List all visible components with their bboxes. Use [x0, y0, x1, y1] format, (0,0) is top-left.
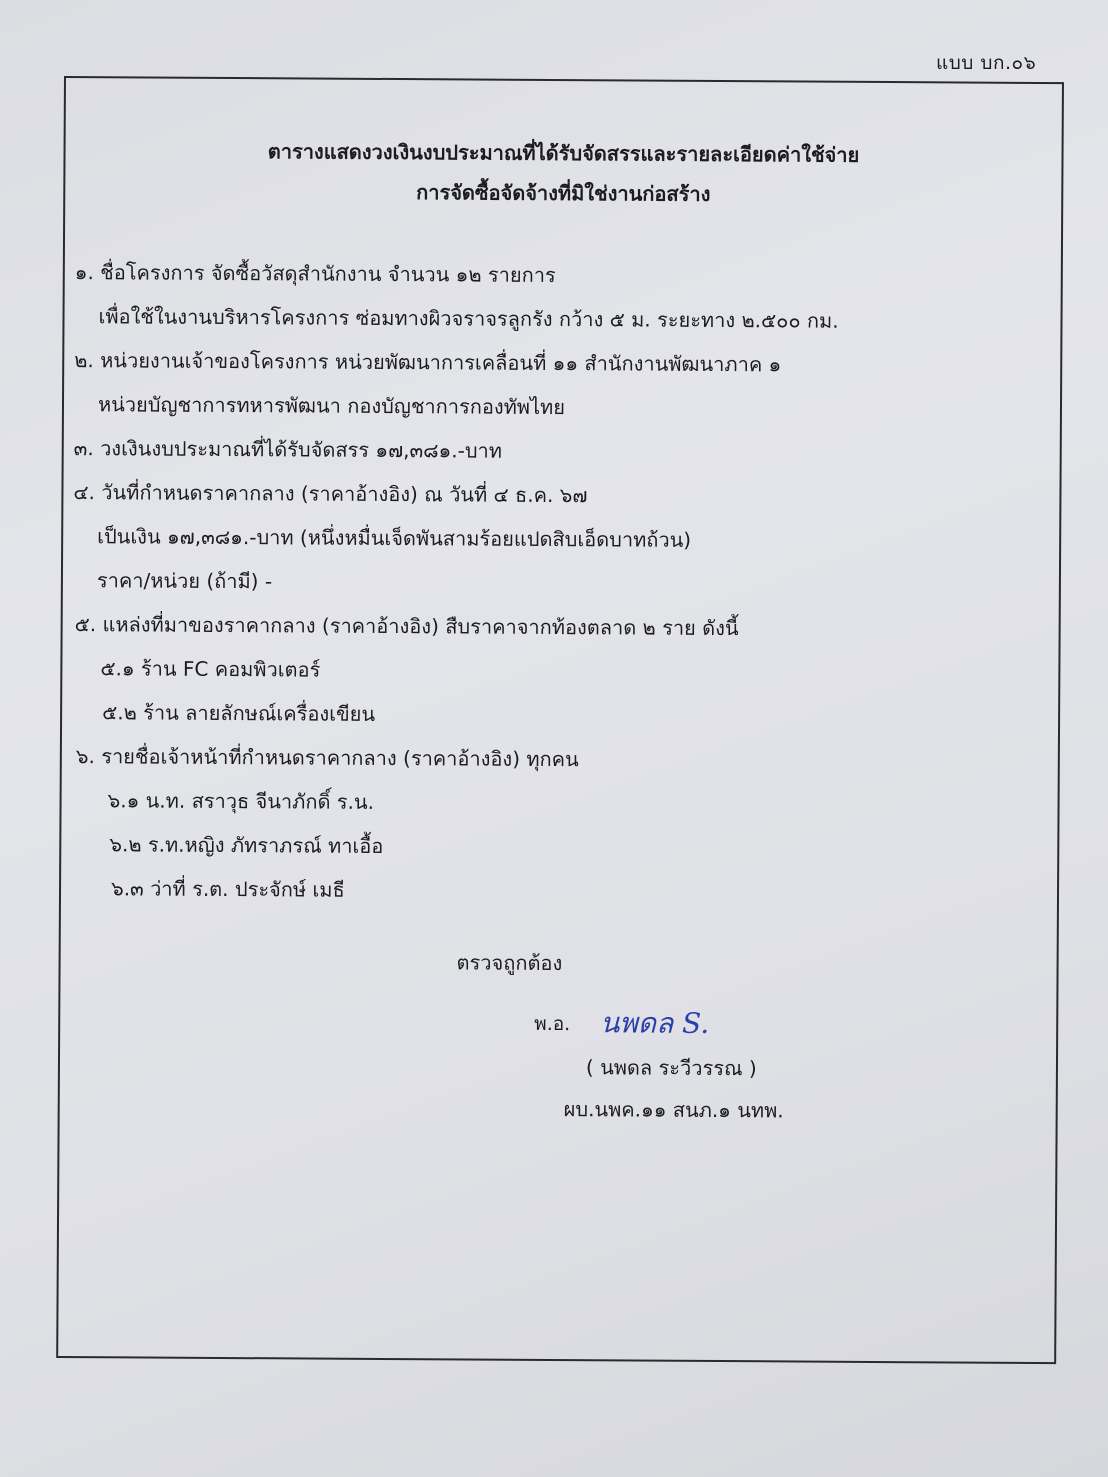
document-frame	[56, 76, 1064, 1364]
signer-rank: พ.อ.	[534, 1012, 571, 1036]
item-2-owner-command: หน่วยบัญชาการทหารพัฒนา กองบัญชาการกองทัพไทย	[97, 392, 566, 420]
signer-position: ผบ.นพค.๑๑ สนภ.๑ นทพ.	[563, 1097, 784, 1123]
item-4-amount: เป็นเงิน ๑๗,๓๘๑.-บาท (หนึ่งหมื่นเจ็ดพันสามร้อยแปดสิบเอ็ดบาทถ้วน)	[97, 524, 692, 552]
item-5-price-source: ๕. แหล่งที่มาของราคากลาง (ราคาอ้างอิง) สืบราคาจากท้องตลาด ๒ ราย ดังนี้	[74, 612, 739, 641]
item-5-1-store: ๕.๑ ร้าน FC คอมพิวเตอร์	[100, 656, 321, 682]
signature: นพดล S.	[600, 1006, 710, 1040]
item-6-1-officer: ๖.๑ น.ท. สราวุธ จีนาภักดิ์ ร.น.	[107, 788, 375, 814]
item-1-purpose: เพื่อใช้ในงานบริหารโครงการ ซ่อมทางผิวจราจรลูกรัง กว้าง ๕ ม. ระยะทาง ๒.๕๐๐ กม.	[98, 304, 839, 333]
verified-label: ตรวจถูกต้อง	[456, 950, 563, 976]
document-title	[65, 130, 1061, 216]
item-6-2-officer: ๖.๒ ร.ท.หญิง ภัทราภรณ์ ทาเอื้อ	[109, 832, 384, 858]
item-5-2-store: ๕.๒ ร้าน ลายลักษณ์เครื่องเขียน	[102, 700, 376, 726]
title-line-1: ตารางแสดงวงเงินงบประมาณที่ได้รับจัดสรรและรายละเอียดค่าใช้จ่าย	[267, 139, 860, 167]
title-line-2: การจัดซื้อจัดจ้างที่มิใช่งานก่อสร้าง	[416, 180, 711, 206]
item-1-project-name: ๑. ชื่อโครงการ จัดซื้อวัสดุสำนักงาน จำนวน ๑๒ รายการ	[74, 260, 556, 288]
signer-name: ( นพดล ระวีวรรณ )	[585, 1055, 757, 1081]
item-6-officers: ๖. รายชื่อเจ้าหน้าที่กำหนดราคากลาง (ราคาอ้างอิง) ทุกคน	[75, 744, 579, 772]
form-code: แบบ บก.๐๖	[936, 52, 1037, 74]
item-4-reference-date: ๔. วันที่กำหนดราคากลาง (ราคาอ้างอิง) ณ วันที่ ๔ ธ.ค. ๖๗	[73, 480, 588, 508]
item-4-unit-price: ราคา/หน่วย (ถ้ามี) -	[96, 568, 273, 594]
item-3-budget: ๓. วงเงินงบประมาณที่ได้รับจัดสรร ๑๗,๓๘๑.-บาท	[73, 436, 503, 463]
item-2-owner-unit: ๒. หน่วยงานเจ้าของโครงการ หน่วยพัฒนาการเคลื่อนที่ ๑๑ สำนักงานพัฒนาภาค ๑	[74, 348, 782, 377]
item-6-3-officer: ๖.๓ ว่าที่ ร.ต. ประจักษ์ เมธี	[110, 876, 345, 902]
